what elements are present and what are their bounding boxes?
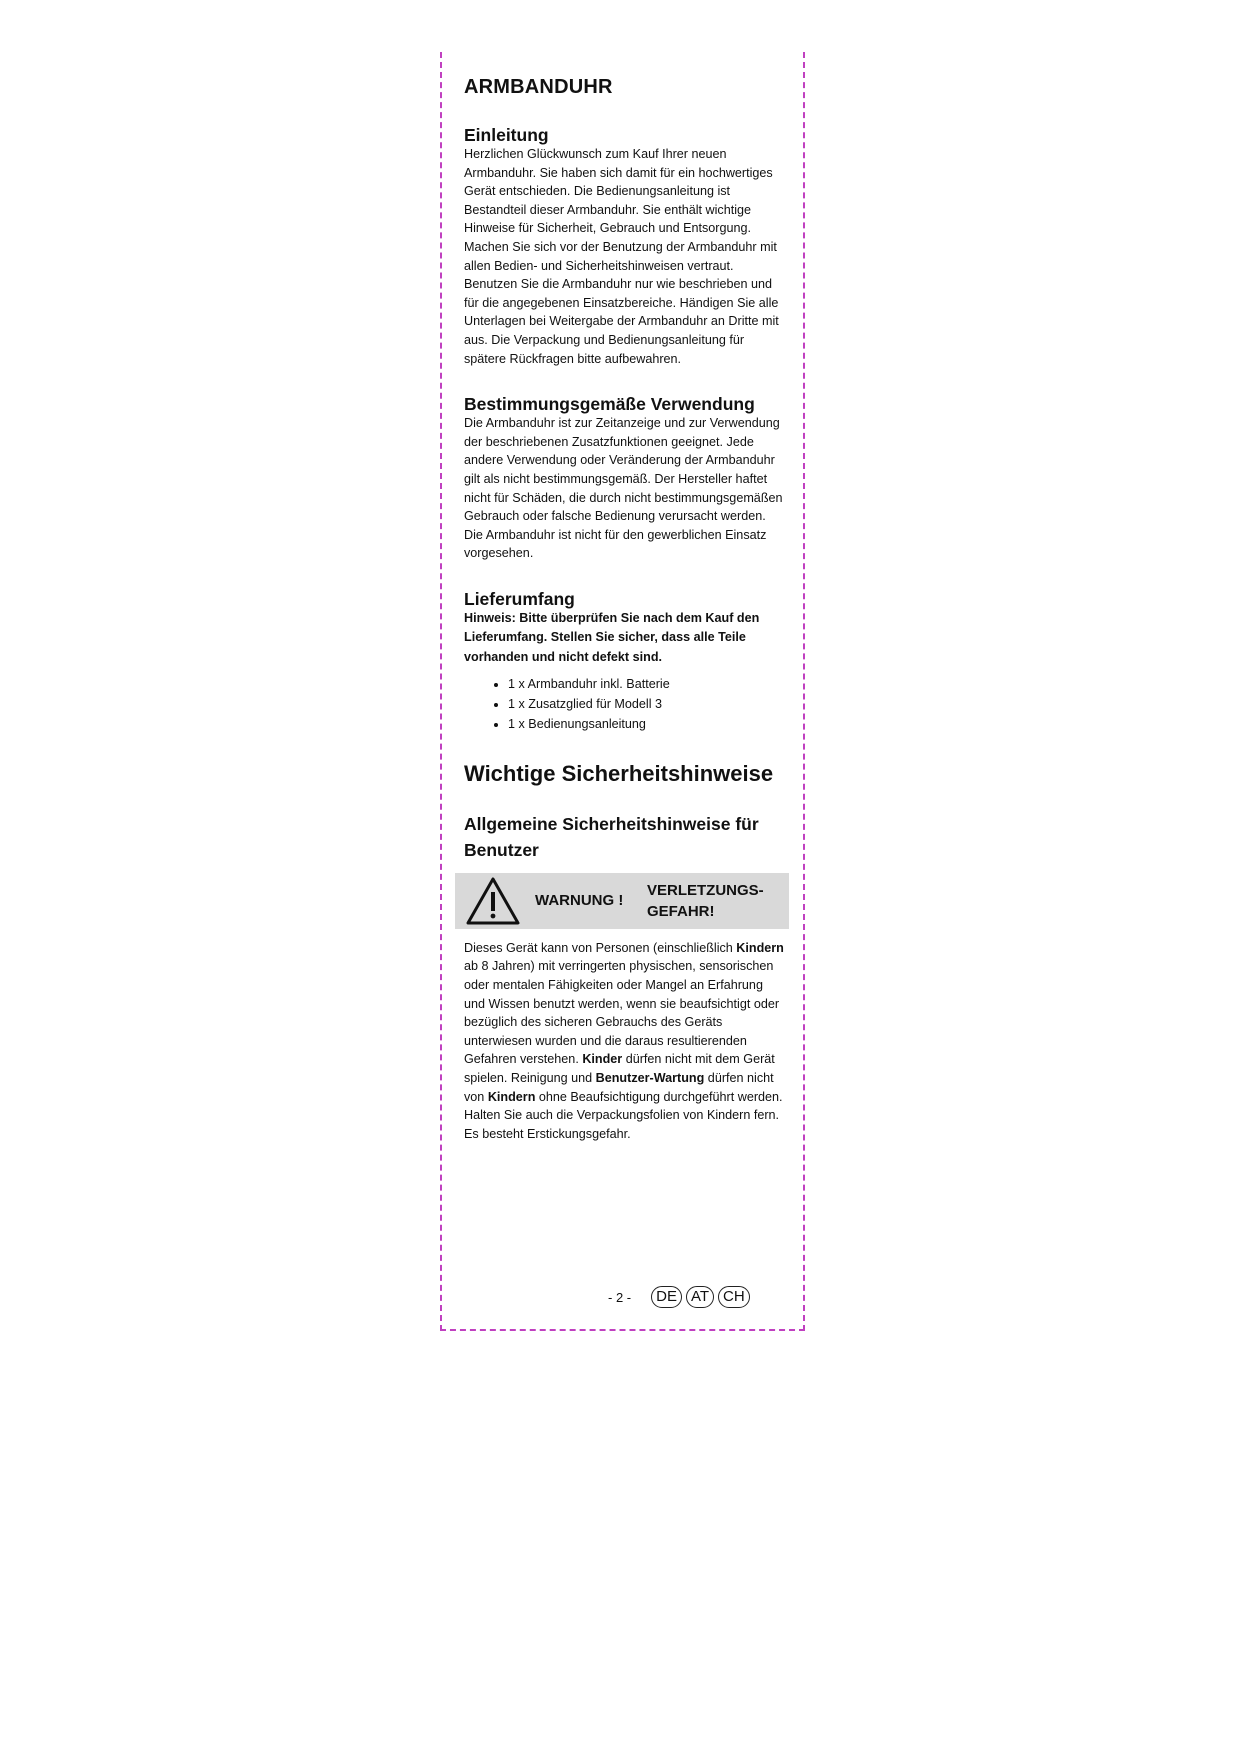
danger-label xyxy=(647,880,764,922)
page-footer xyxy=(608,1286,754,1308)
section-einleitung xyxy=(464,125,786,368)
section-lieferumfang xyxy=(464,589,786,735)
bold-term: Kinder xyxy=(582,1052,623,1067)
bold-term: Kindern xyxy=(487,1089,536,1104)
heading-lieferumfang: Lieferumfang xyxy=(464,588,575,609)
subheading-safety: Allgemeine Sicherheitshinweise für Benutzer xyxy=(464,813,759,860)
heading-einleitung: Einleitung xyxy=(464,125,549,145)
section-verwendung xyxy=(464,394,786,563)
text-run: Dieses Gerät kann von Personen (einschließlich xyxy=(464,940,737,955)
text-verwendung: Die Armbanduhr ist zur Zeitanzeige und zur Verwendung der beschriebenen Zusatzfunktionen geeignet. Jede andere Verwendung oder Veränderung der Armbanduhr gilt als nicht bestimmungsgemäß. Der Hersteller haftet nicht für Schäden, die durch nicht bestimmungsgemäßen Gebrauch oder falsche Bedienung verursacht werden. Die Armbanduhr ist nicht für den gewerblichen Einsatz vorgesehen. xyxy=(464,416,783,561)
manual-page xyxy=(440,52,805,1331)
text-run: dürfen nicht mit dem Gerät spielen. Reinigung und xyxy=(464,1052,775,1085)
list-item: • 1 x Armbanduhr inkl. Batterie xyxy=(508,675,786,695)
bold-term: Kindern xyxy=(736,940,784,955)
warning-triangle-icon xyxy=(465,875,521,927)
document-title: ARMBANDUHR xyxy=(464,76,613,98)
danger-line: VERLETZUNGS- xyxy=(647,881,764,899)
warning-box xyxy=(455,873,789,929)
delivery-list xyxy=(464,675,786,734)
country-badge-at: AT xyxy=(686,1286,714,1308)
list-item: • 1 x Zusatzglied für Modell 3 xyxy=(508,695,786,715)
country-badge-ch: CH xyxy=(718,1286,750,1308)
country-badge-de: DE xyxy=(651,1286,682,1308)
heading-safety: Wichtige Sicherheitshinweise xyxy=(464,760,774,786)
heading-verwendung: Bestimmungsgemäße Verwendung xyxy=(464,394,755,415)
text-run: ab 8 Jahren) mit verringerten physischen, sensorischen oder mentalen Fähigkeiten oder Mangel an Erfahrung und Wissen benutzt werden, wenn sie beaufsichtigt oder bezüglich des sicheren Gebrauchs des Geräts unterwiesen wurden und die daraus resultierenden Gefahren verstehen. xyxy=(464,959,780,1067)
text-run: dürfen nicht von xyxy=(464,1070,774,1104)
page-content xyxy=(464,76,786,1143)
text-einleitung: Herzlichen Glückwunsch zum Kauf Ihrer neuen Armbanduhr. Sie haben sich damit für ein hochwertiges Gerät entschieden. Die Bedienungsanleitung ist Bestandteil dieser Armbanduhr. Sie enthält wichtige Hinweise für Sicherheit, Gebrauch und Entsorgung. Machen Sie sich vor der Benutzung der Armbanduhr mit allen Bedien- und Sicherheitshinweisen vertraut. Benutzen Sie die Armbanduhr nur wie beschrieben und für die angegebenen Einsatzbereiche. Händigen Sie alle Unterlagen bei Weitergabe der Armbanduhr an Dritte mit aus. Die Verpackung und Bedienungsanleitung für spätere Rückfragen bitte aufbewahren. xyxy=(464,147,779,366)
warning-label: WARNUNG ! xyxy=(535,892,624,910)
danger-line: GEFAHR! xyxy=(647,902,715,920)
note-lieferumfang: Hinweis: Bitte überprüfen Sie nach dem Kauf den Lieferumfang. Stellen Sie sicher, dass alle Teile vorhanden und nicht defekt sind. xyxy=(464,610,760,664)
text-safety xyxy=(464,939,786,1144)
page-number: - 2 - xyxy=(608,1289,632,1305)
list-item: • 1 x Bedienungsanleitung xyxy=(508,715,786,735)
bold-term: Benutzer-Wartung xyxy=(595,1070,705,1085)
text-run: ohne Beaufsichtigung durchgeführt werden. Halten Sie auch die Verpackungsfolien von Kindern fern. Es besteht Erstickungsgefahr. xyxy=(464,1089,783,1141)
